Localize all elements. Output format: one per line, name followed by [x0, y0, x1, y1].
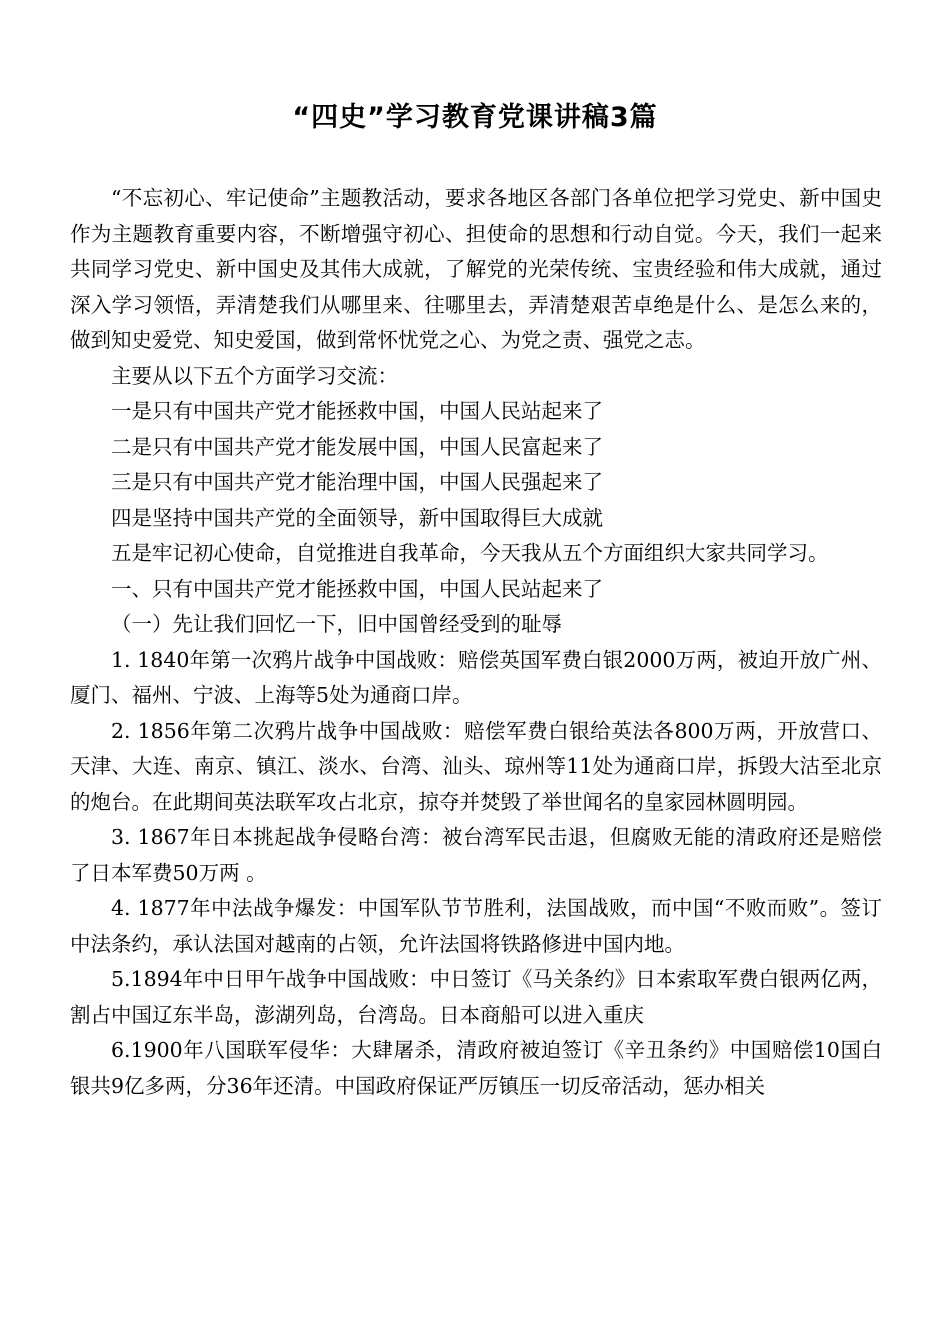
history-item-1: 1. 1840年第一次鸦片战争中国战败：赔偿英国军费白银2000万两，被迫开放广州、厦门、福州、宁波、上海等5处为通商口岸。: [70, 647, 882, 707]
list-item-point-3: 三是只有中国共产党才能治理中国，中国人民强起来了: [111, 470, 603, 494]
history-item-3: 3. 1867年日本挑起战争侵略台湾：被台湾军民击退，但腐败无能的清政府还是赔偿了日本军费50万两 。: [70, 825, 882, 885]
paragraph-intro: “不忘初心、牢记使命”主题教活动，要求各地区各部门各单位把学习党史、新中国史作为主题教育重要内容，不断增强守初心、担使命的思想和行动自觉。今天，我们一起来共同学习党史、新中国史及其伟大成就，了解党的光荣传统、宝贵经验和伟大成就，通过深入学习领悟，弄清楚我们从哪里来、往哪里去，弄清楚艰苦卓绝是什么、是怎么来的，做到知史爱党、知史爱国，做到常怀忧党之心、为党之责、强党之志。: [70, 186, 882, 352]
document-body: [70, 181, 882, 1104]
section-heading-1: 一、只有中国共产党才能拯救中国，中国人民站起来了: [111, 576, 603, 601]
subsection-heading-1: （一）先让我们回忆一下，旧中国曾经受到的耻辱: [111, 612, 562, 636]
list-item-point-5: 五是牢记初心使命，自觉推进自我革命，今天我从五个方面组织大家共同学习。: [111, 541, 829, 565]
list-item-point-4: 四是坚持中国共产党的全面领导，新中国取得巨大成就: [111, 505, 603, 530]
history-item-6: 6.1900年八国联军侵华：大肆屠杀，清政府被迫签订《辛丑条约》中国赔偿10国白银共9亿多两，分36年还清。中国政府保证严厉镇压一切反帝活动，惩办相关: [70, 1038, 882, 1098]
list-item-point-2: 二是只有中国共产党才能发展中国，中国人民富起来了: [111, 434, 603, 459]
history-item-4: 4. 1877年中法战争爆发：中国军队节节胜利，法国战败，而中国“不败而败”。签订中法条约，承认法国对越南的占领，允许法国将铁路修进中国内地。: [70, 896, 882, 956]
list-item-point-1: 一是只有中国共产党才能拯救中国，中国人民站起来了: [111, 399, 603, 423]
document-title: “四史”学习教育党课讲稿3篇: [292, 102, 658, 133]
paragraph-overview: 主要从以下五个方面学习交流：: [111, 363, 398, 388]
history-item-5: 5.1894年中日甲午战争中国战败：中日签订《马关条约》日本索取军费白银两亿两，割占中国辽东半岛，澎湖列岛，台湾岛。日本商船可以进入重庆: [70, 967, 882, 1027]
history-item-2: 2. 1856年第二次鸦片战争中国战败：赔偿军费白银给英法各800万两，开放营口、天津、大连、南京、镇江、淡水、台湾、汕头、琼州等11处为通商口岸，拆毁大沽至北京的炮台。在此期间英法联军攻占北京，掠夺并焚毁了举世闻名的皇家园林圆明园。: [70, 718, 882, 814]
